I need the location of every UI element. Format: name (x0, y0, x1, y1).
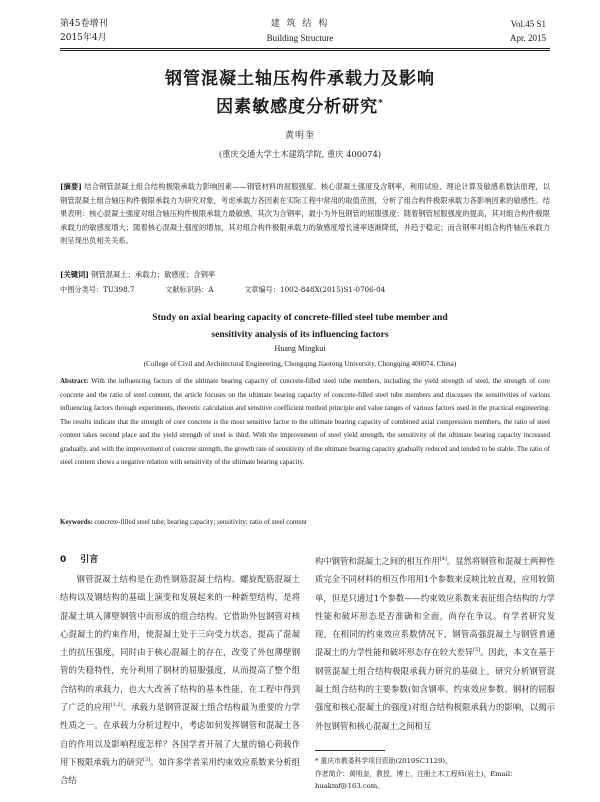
intro-text-2b: 。显然将钢管和混凝土两种性质完全不同材料的相互作用用1个参数来反映比较直观，应用较简单，但是只通过1个参数——约束效应系数来表征组合结构的力学性能和破坏形态是否准确和全面，尚存在争议。有学者研究发现，在相同的约束效应系数情况下，钢管高强混凝土与钢管普通混凝土的力学性能和破坏形态存在较大差异 (315, 556, 555, 658)
intro-paragraph-1 (60, 570, 300, 790)
intro-text-2a: 构中钢管和混凝土之间的相互作用 (315, 556, 440, 566)
affiliation-cn: (重庆交通大学土木建筑学院, 重庆 400074) (218, 149, 382, 159)
section-heading (60, 552, 98, 565)
title-footnote-mark: * (378, 98, 384, 109)
header-date-en: Apr. 2015 (510, 33, 546, 43)
paper-title-line2 (0, 92, 600, 117)
affiliation-en: (College of Civil and Architectural Engineering, Chongqing Jiaotong University, Chongqing 400074, China) (143, 360, 457, 368)
right-column (315, 552, 555, 735)
section-title: 引言 (80, 555, 99, 565)
article-number: 文章编号：1002-848X(2015)S1-0706-04 (244, 285, 386, 294)
clc-number: 中图分类号：TU398.7 (60, 285, 135, 294)
citation-1-2: [1,2] (110, 702, 123, 709)
keywords-en-text: concrete-filled steel tube; bearing capacity; sensitivity; ratio of steel content (94, 518, 307, 526)
abstract-cn-text: 结合钢管混凝土组合结构极限承载力影响因素——钢管材料的屈服强度、核心混凝土强度及含钢率，利用试验、理论计算及敏感系数法原理，以钢管混凝土组合轴压构件极限承载力为研究对象，考虑承载力各因素在实际工程中常用的取值范围，分析了组合构件极限承载力各影响因素的敏感性。结果表明：核心混凝土强度对组合轴压构件极限承载力最敏感，其次为含钢率，最小为外包钢管的屈服强度；随着钢管屈服强度的提高，其对组合构件极限承载力的敏感度增大；随着核心混凝土强度的增加，其对组合构件极限承载力的敏感度增长速率逐渐降低，并趋于稳定；而含钢率对组合构件轴压承载力则呈现出负相关关系。 (60, 182, 551, 246)
header-rule-thin (60, 50, 550, 51)
document-code: 文献标识码：A (165, 285, 214, 294)
citation-3: [3] (143, 757, 151, 764)
intro-paragraph-2 (315, 552, 555, 735)
footnote-email: huakmf@163.com。 (315, 782, 384, 790)
paper-title-line1: 钢管混凝土轴压构件承载力及影响 (165, 69, 435, 89)
intro-text-2c: 。因此，本文在基于钢管混凝土组合结构极限承载力研究的基础上，研究分析钢管混凝土组合结构的主要参数(如含钢率、约束效应参数、钢材的屈服强度和核心混凝土的强度)对组合结构极限承载力的影响，以揭示外包钢管和核心混凝土之间相互 (315, 647, 555, 731)
keywords-cn-text: 钢管混凝土；承载力；敏感度；含钢率 (91, 270, 216, 279)
header-volume-en: Vol.45 S1 (510, 19, 546, 29)
header-volume-cn: 第45卷增刊 (60, 19, 108, 29)
intro-text-1c: 。如许多学者采用约束效应系数来分析组合结 (60, 756, 300, 786)
left-column (60, 570, 300, 790)
header-rule (60, 48, 550, 49)
author-en: Huang Mingkui (274, 344, 326, 353)
header-journal-en: Building Structure (266, 33, 334, 43)
footnote-author: 作者简介：黄明奎，教授，博士，注册土木工程师(岩土)，Email： (315, 769, 517, 778)
footnote-rule (315, 750, 385, 751)
intro-text-1b: 。承载力是钢管混凝土组合结构最为重要的力学性质之一。在承载力分析过程中，考虑如何发挥钢管和混凝土各自的作用以及影响程度怎样？各国学者开展了大量的轴心荷载作用下极限承载力的研究 (60, 702, 300, 767)
abstract-cn-label: [摘要] (60, 182, 82, 191)
keywords-en (60, 516, 550, 530)
header-date-cn: 2015年4月 (60, 33, 107, 43)
citation-5: [5] (473, 647, 481, 654)
abstract-en-text: With the influencing factors of the ultimate bearing capacity of concrete-filled steel tube members, including the yield strength of steel, the strength of core concrete and the ratio of steel content, the article focuses on the ultimate bearing capacity of concrete-filled steel tube members and discusses the sensitivities of various influencing factors through experiments, theoretic calculation and sensitive coefficient method principle and value ranges of various factors used in the practical engineering. The results indicate that the strength of core concrete is the most sensitive factor to the ultimate bearing capacity of combined axial compression members, the ratio of steel content takes second place and the yield strength of steel is third. With the improvement of steel yield strength, the sensitivity of the ultimate bearing capacity increased gradually, and with the improvement of concrete strength, the growth rate of sensitivity of the ultimate bearing capacity gradually reduced and tended to be stable. The ratio of steel content shows a negative relation with sensitivity of the ultimate bearing capacity. (60, 377, 550, 466)
keywords-cn (60, 268, 550, 282)
keywords-cn-label: [关键词] (60, 270, 89, 279)
citation-4: [4] (439, 556, 447, 563)
header-journal-cn: 建 筑 结 构 (270, 19, 330, 29)
abstract-cn (60, 180, 550, 248)
paper-title-en-line2: sensitivity analysis of its influencing factors (211, 329, 389, 340)
keywords-en-label: Keywords: (60, 518, 93, 526)
author-cn: 黄明奎 (284, 131, 315, 141)
paper-title-line2-text: 因素敏感度分析研究 (216, 97, 379, 117)
classification-line (60, 283, 550, 297)
section-number: 0 (60, 555, 67, 565)
footnote-fund: * 重庆市教委科学项目资助(2019SC1129)。 (315, 757, 452, 765)
intro-text-1a: 钢管混凝土结构是在劲性钢筋混凝土结构、螺旋配筋混凝土结构以及钢结构的基础上演变和发展起来的一种新型结构，是将混凝土填入薄壁钢管中而形成的组合结构。它借助外包钢管对核心混凝土的约束作用，使混凝土处于三向受力状态，提高了混凝土的抗压强度，同时由于核心混凝土的存在，改变了外包薄壁钢管的失稳特性，充分利用了钢材的屈服强度，从而提高了整个组合结构的承载力，也大大改善了结构的基本性能，在工程中得到了广泛的应用 (60, 574, 300, 713)
footnote (315, 755, 550, 793)
abstract-en-label: Abstract: (60, 377, 89, 385)
paper-title-en-line1: Study on axial bearing capacity of concrete-filled steel tube member and (152, 312, 448, 323)
abstract-en (60, 375, 550, 470)
